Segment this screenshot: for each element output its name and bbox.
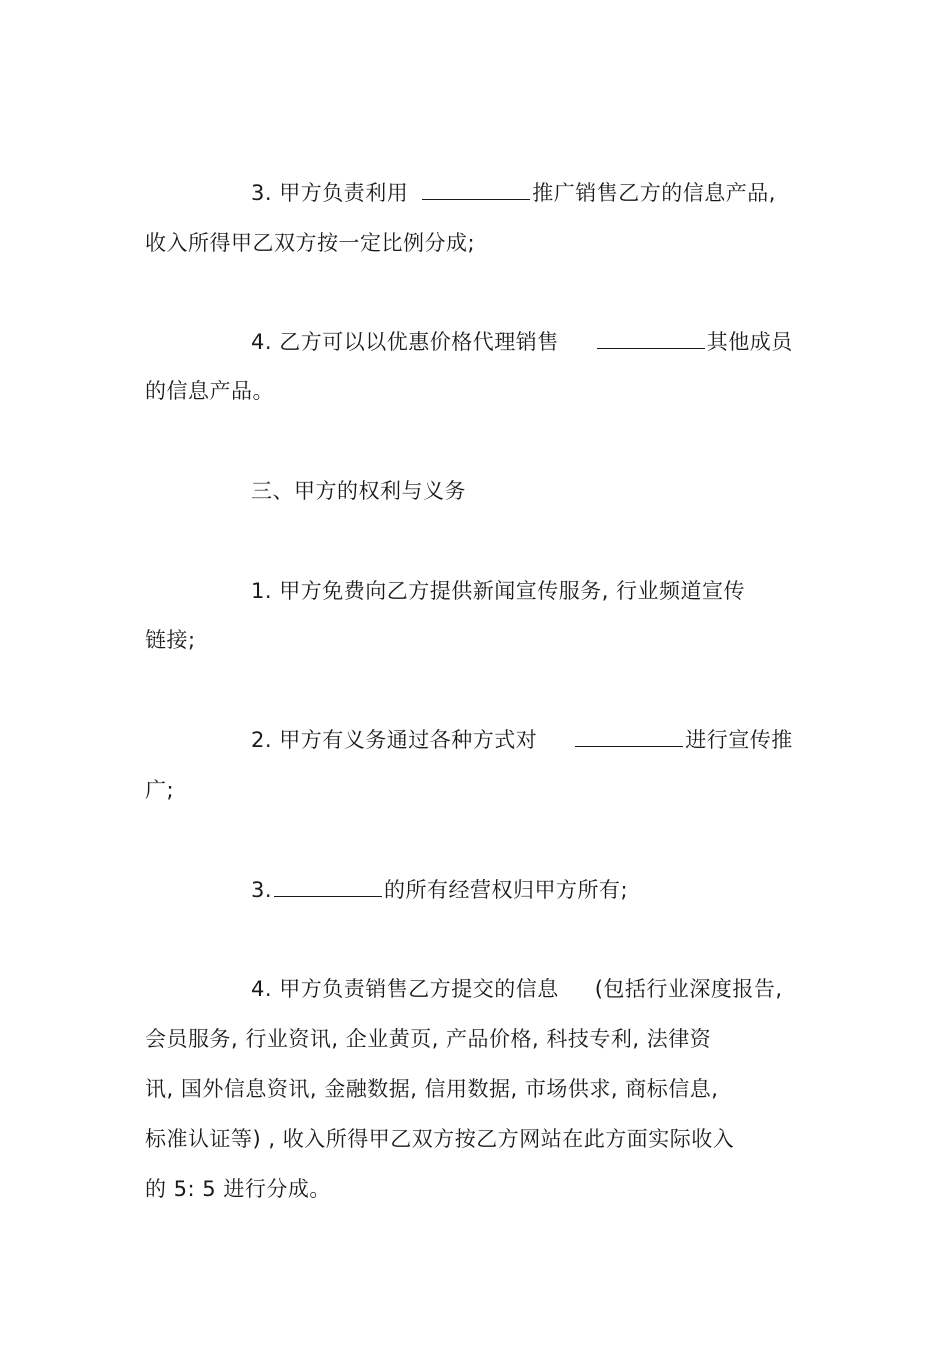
clause-b4-text-after: (包括行业深度报告, <box>594 977 783 1001</box>
clause-b2-line2: 广; <box>145 778 175 802</box>
clause-a3-line1 <box>251 178 776 208</box>
clause-b3-text-after: 的所有经营权归甲方所有; <box>384 878 629 902</box>
clause-b1-line1: 1. 甲方免费向乙方提供新闻宣传服务, 行业频道宣传 <box>251 579 746 603</box>
clause-a4-text-after: 其他成员 <box>706 330 793 354</box>
clause-b3-text-before: 3. <box>251 878 273 902</box>
clause-a4-text-before: 4. 乙方可以以优惠价格代理销售 <box>251 330 559 354</box>
fill-in-blank <box>597 328 705 349</box>
clause-b3-line1 <box>251 875 628 905</box>
clause-b1-line2: 链接; <box>145 628 196 652</box>
section-three-heading: 三、甲方的权利与义务 <box>251 479 466 503</box>
clause-a3-line2: 收入所得甲乙双方按一定比例分成; <box>145 231 476 255</box>
clause-b4-line5: 的 5: 5 进行分成。 <box>145 1177 331 1201</box>
clause-b4-line2: 会员服务, 行业资讯, 企业黄页, 产品价格, 科技专利, 法律资 <box>145 1027 712 1051</box>
clause-a3-text-before: 3. 甲方负责利用 <box>251 181 409 205</box>
clause-b2-text-after: 进行宣传推 <box>685 728 793 752</box>
fill-in-blank <box>575 726 683 747</box>
clause-a4-line1 <box>251 327 793 357</box>
clause-a3-text-after: 推广销售乙方的信息产品, <box>532 181 776 205</box>
clause-b2-line1 <box>251 725 793 755</box>
clause-b4-line3: 讯, 国外信息资讯, 金融数据, 信用数据, 市场供求, 商标信息, <box>145 1077 719 1101</box>
clause-a4-line2: 的信息产品。 <box>145 379 274 403</box>
clause-b4-line1 <box>251 974 783 1004</box>
fill-in-blank <box>422 179 530 200</box>
clause-b4-line4: 标准认证等) , 收入所得甲乙双方按乙方网站在此方面实际收入 <box>145 1127 735 1151</box>
clause-b2-text-before: 2. 甲方有义务通过各种方式对 <box>251 728 538 752</box>
fill-in-blank <box>274 876 382 897</box>
clause-b4-text-before: 4. 甲方负责销售乙方提交的信息 <box>251 977 559 1001</box>
